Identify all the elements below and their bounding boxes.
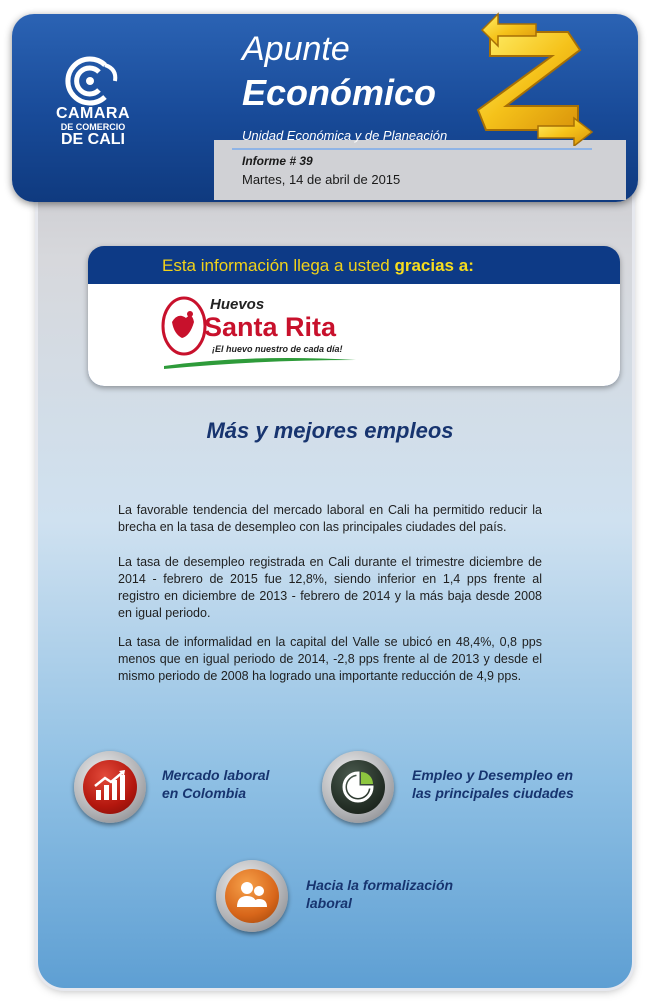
egg-hen-icon [160,292,208,356]
article-title: Más y mejores empleos [206,418,454,443]
link-line-1: Empleo y Desempleo en [412,767,574,783]
article-paragraph: La favorable tendencia del mercado laboral en Cali ha permitido reducir la brecha en la tasa de desempleo con las principales ciudades del país. [118,503,542,534]
link-line-2: en Colombia [162,785,247,801]
article-paragraph: La tasa de informalidad en la capital del Valle se ubicó en 48,4%, 0,8 pps menos que en igual periodo de 2014, -2,8 pps frente al de 2013 y desde el mismo periodo de 2008 ha logrado una importante reducción de 4,9 pps. [118,635,542,683]
empleo-desempleo-link[interactable] [412,766,574,802]
logo-line-1: CAMARA [55,105,131,122]
link-line-1: Hacia la formalización [306,877,454,893]
santa-rita-logo[interactable] [160,292,360,372]
article-paragraph: La tasa de desempleo registrada en Cali durante el trimestre diciembre de 2014 - febrero de 2015 fue 12,8%, siendo inferior en 1,4 pps frente al registro en diciembre de 2013 - febrero de 2014 y la más baja desde 2008 en igual periodo. [118,555,542,620]
report-number: Informe # 39 [242,154,313,168]
brand-tagline: ¡El huevo nuestro de cada día! [212,344,343,354]
camara-logo-text [48,106,138,148]
formalizacion-link[interactable] [306,876,453,912]
empleo-desempleo-button[interactable] [322,751,394,823]
link-line-1: Mercado laboral [162,767,270,783]
logo-line-3: DE CALI [61,131,125,148]
formalizacion-button[interactable] [216,860,288,932]
brand-line-1: Huevos [210,296,265,313]
link-line-2: laboral [306,895,352,911]
title-economico: Económico [242,72,437,113]
people-icon [225,869,279,923]
brand-line-2: Santa Rita [204,312,337,342]
green-swoosh-icon [160,356,360,370]
sponsor-text [162,256,474,276]
sponsor-text-bold: gracias a: [394,256,474,275]
pie-chart-icon [331,760,385,814]
logo-line-2: DE COMERCIO [60,122,126,132]
mercado-laboral-link[interactable] [162,766,269,802]
subtitle-divider [232,148,592,150]
mercado-laboral-button[interactable] [74,751,146,823]
z-arrows-logo-icon [468,6,598,146]
sponsor-text-prefix: Esta información llega a usted [162,256,395,275]
report-date: Martes, 14 de abril de 2015 [242,172,401,187]
title-apunte: Apunte [242,30,350,68]
camara-logo-icon [55,55,125,107]
unit-subtitle: Unidad Económica y de Planeación [242,128,448,143]
link-line-2: las principales ciudades [412,785,574,801]
bar-chart-up-icon [83,760,137,814]
